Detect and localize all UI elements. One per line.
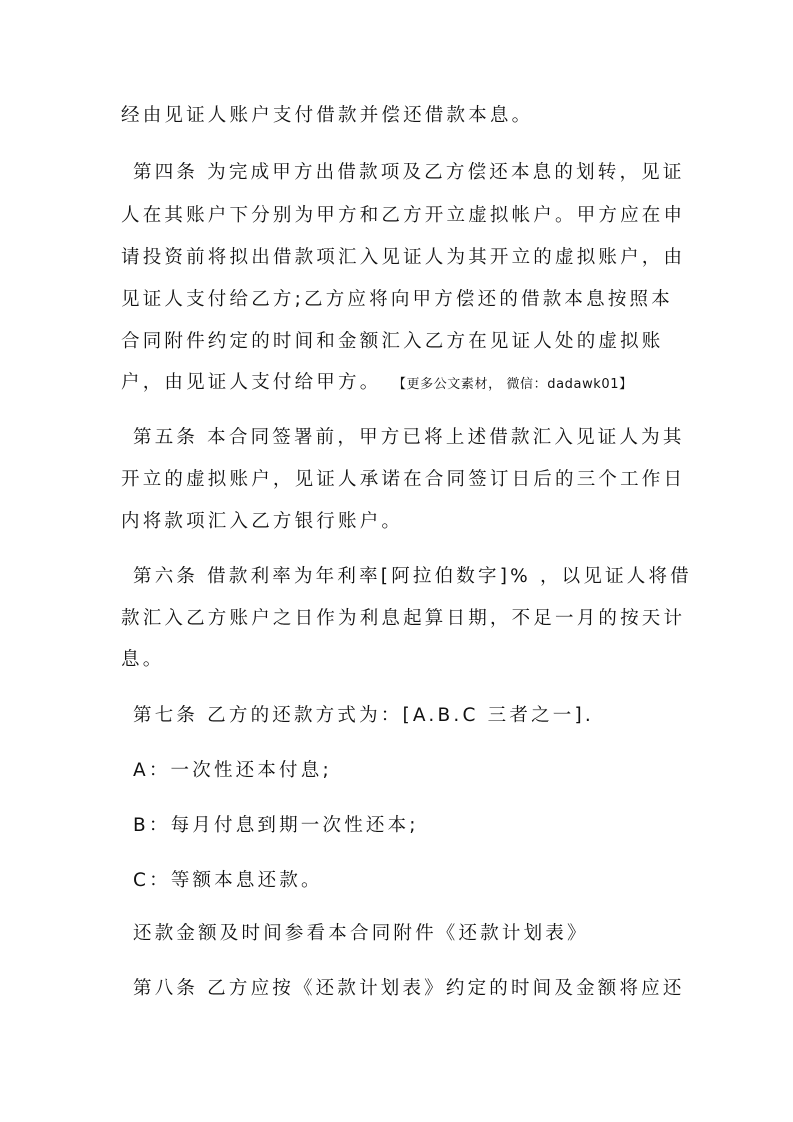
article-5-line-1: 第五条 本合同签署前，甲方已将上述借款汇入见证人为其 [133,427,685,448]
text-line-1: 经由见证人账户支付借款并偿还借款本息。 [121,105,534,126]
article-4-line-6 [121,370,633,398]
promo-note: 【更多公文素材， 微信：dadawk01】 [399,377,633,392]
article-6-line-3: 息。 [121,649,165,670]
repayment-schedule-note: 还款金额及时间参看本合同附件《还款计划表》 [133,923,589,944]
article-6-line-1: 第六条 借款利率为年利率[阿拉伯数字]% ，以见证人将借 [133,566,692,587]
article-4-line-3: 请投资前将拟出借款项汇入见证人为其开立的虚拟账户，由 [121,247,686,268]
article-5-line-2: 开立的虚拟账户，见证人承诺在合同签订日后的三个工作日 [121,469,686,490]
repayment-option-b: B：每月付息到期一次性还本; [133,815,419,836]
article-4-line-2: 人在其账户下分别为甲方和乙方开立虚拟帐户。甲方应在申 [121,205,686,226]
article-4-line-4: 见证人支付给乙方;乙方应将向甲方偿还的借款本息按照本 [121,289,673,310]
article-6-line-2: 款汇入乙方账户之日作为利息起算日期，不足一月的按天计 [121,608,686,629]
article-7-line-1: 第七条 乙方的还款方式为：[A.B.C 三者之一]. [133,705,594,726]
article-4-line-5: 合同附件约定的时间和金额汇入乙方在见证人处的虚拟账 [121,331,664,352]
article-8-line-1: 第八条 乙方应按《还款计划表》约定的时间及金额将应还 [133,978,685,999]
article-4-line-1: 第四条 为完成甲方出借款项及乙方偿还本息的划转，见证 [133,162,685,183]
repayment-option-a: A：一次性还本付息; [133,760,332,781]
article-5-line-3: 内将款项汇入乙方银行账户。 [121,511,404,532]
repayment-option-c: C：等额本息还款。 [133,870,323,891]
article-4-line-6-text: 户，由见证人支付给甲方。 [121,372,382,393]
